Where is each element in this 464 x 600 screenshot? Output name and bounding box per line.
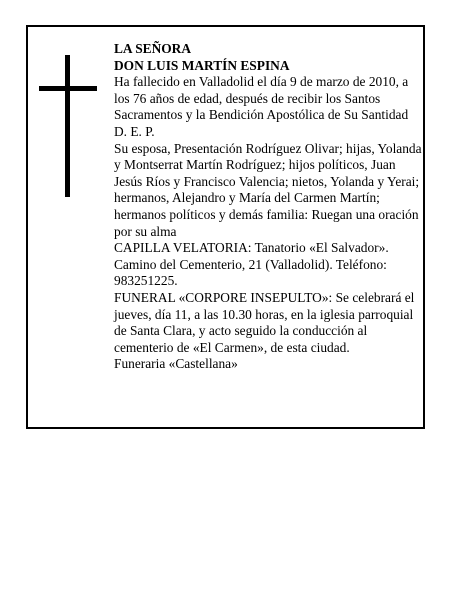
death-announcement: Ha fallecido en Valladolid el día 9 de marzo de 2010, a los 76 años de edad, después de recibir los Santos Sacramentos y la Bendición Apostólica de Su Santidad D. E. P. (114, 74, 409, 139)
obituary-notice (26, 25, 425, 429)
heading-line-1: LA SEÑORA (114, 41, 192, 56)
notice-text (114, 41, 422, 373)
funeral-info: FUNERAL «CORPORE INSEPULTO»: Se celebrará el jueves, día 11, a las 10.30 horas, en la iglesia parroquial de Santa Clara, y acto seguido la conducción al cementerio de «El Carmen», de esta ciudad. (114, 289, 415, 355)
funeral-home: Funeraria «Castellana» (114, 356, 238, 372)
deceased-name: DON LUIS MARTÍN ESPINA (114, 57, 290, 73)
family-list: Su esposa, Presentación Rodríguez Olivar; hijas, Yolanda y Montserrat Martín Rodríguez; hijos políticos, Juan Jesús Ríos y Francisco Valencia; nietos, Yolanda y Yerai; hermanos, Alejandro y María del Carmen Martín; hermanos políticos y demás familia: Ruegan una oración por su alma (114, 140, 422, 239)
cross-vertical-bar (65, 55, 70, 197)
latin-cross-icon (39, 55, 97, 197)
cross-horizontal-bar (39, 86, 97, 91)
wake-chapel-info: CAPILLA VELATORIA: Tanatorio «El Salvador». Camino del Cementerio, 21 (Valladolid). Teléfono: 983251225. (114, 240, 389, 289)
